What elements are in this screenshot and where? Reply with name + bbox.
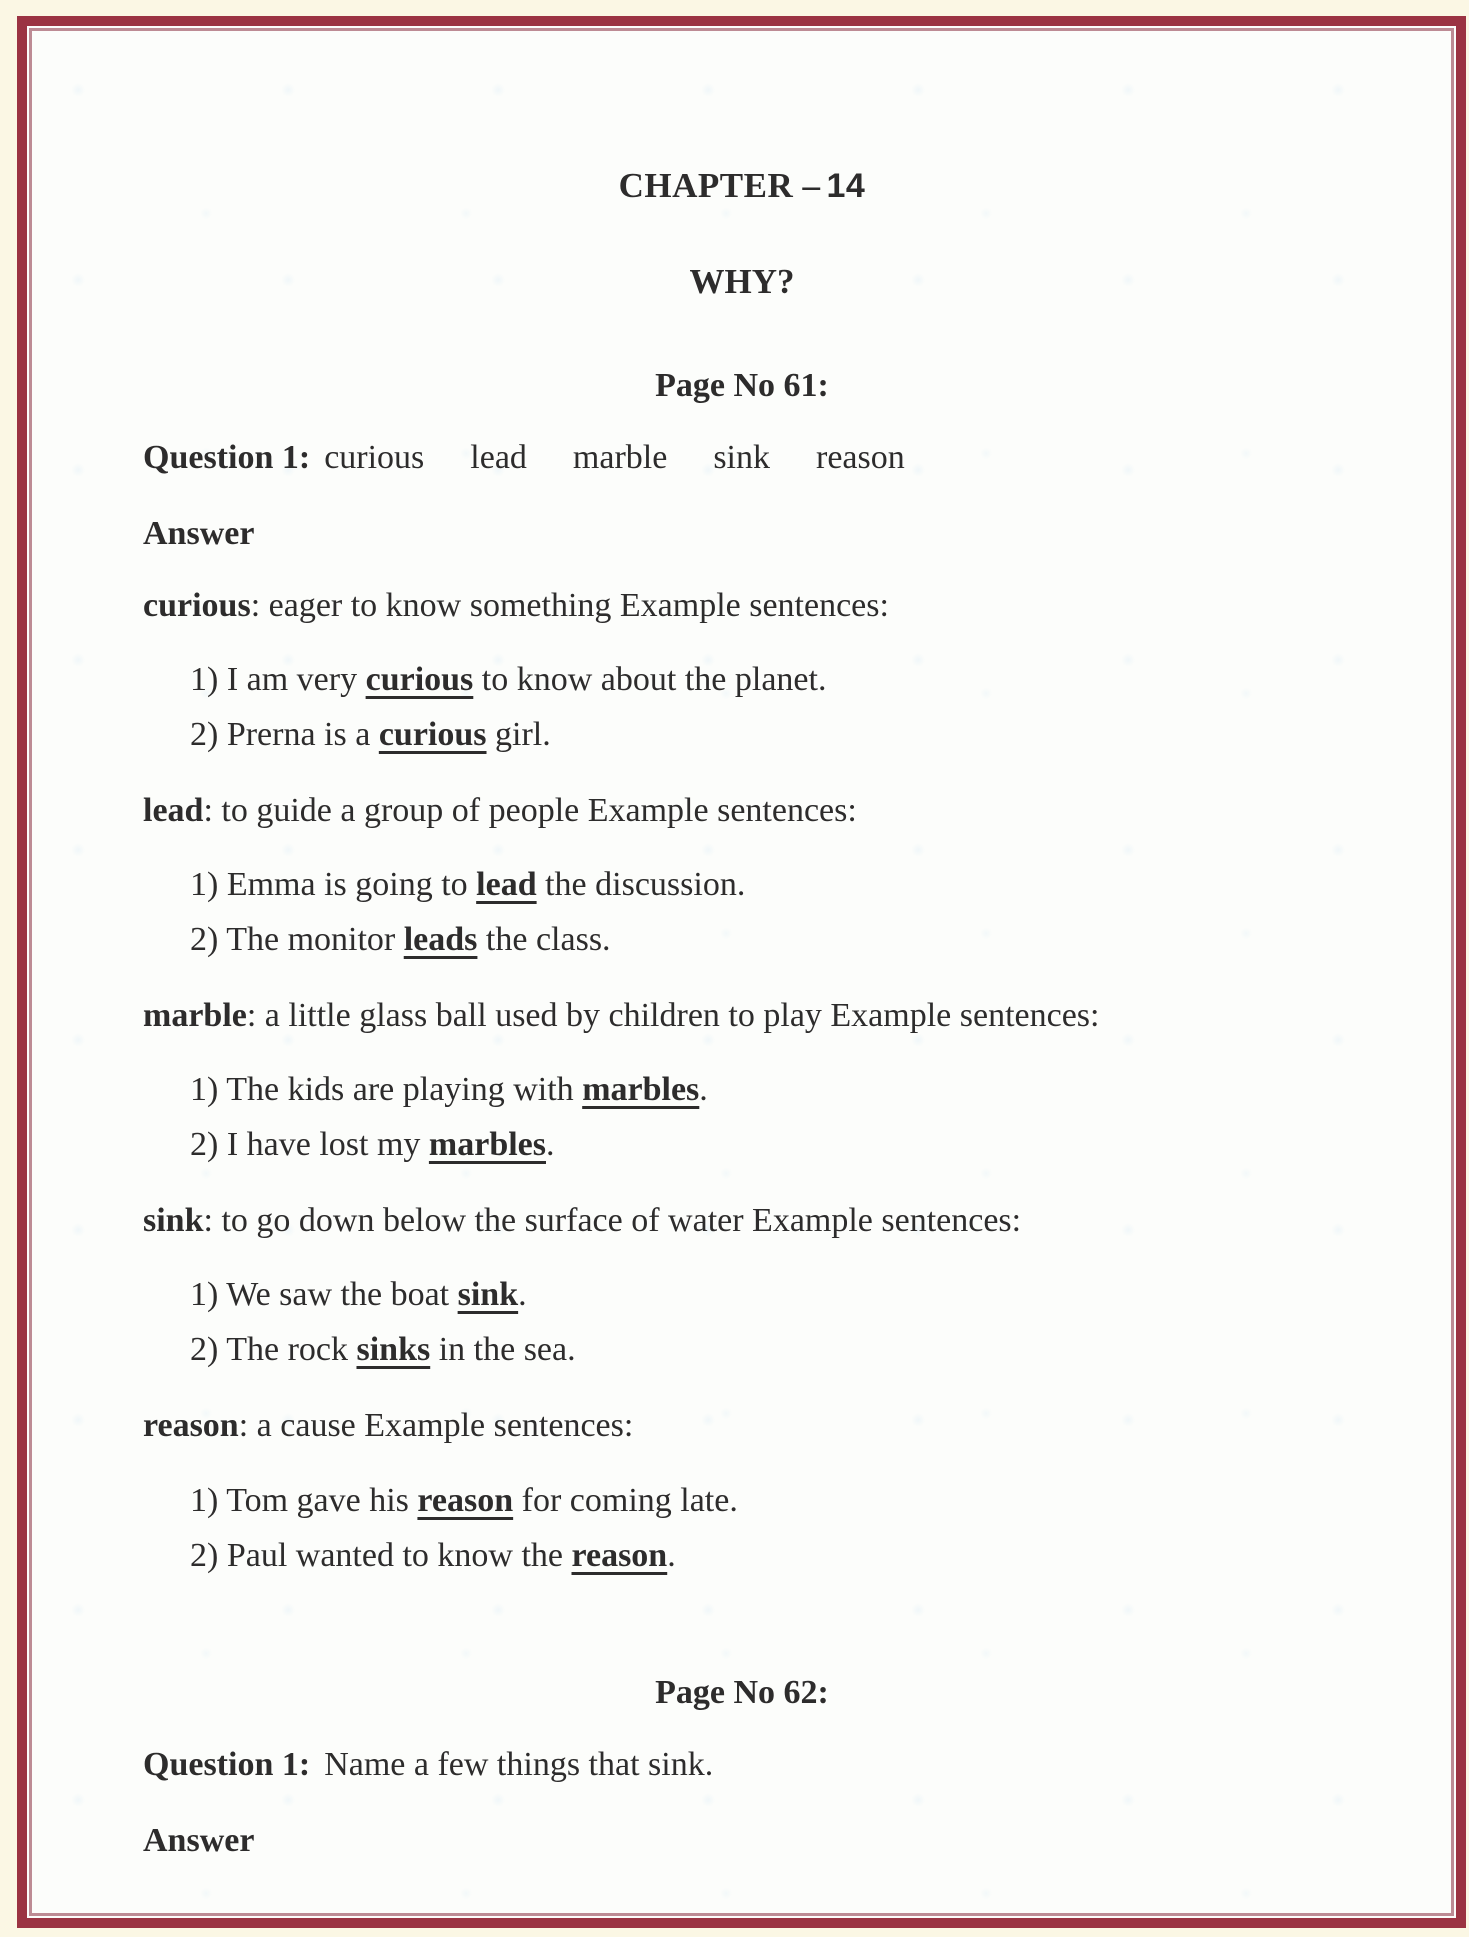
highlighted-term: leads (403, 920, 478, 958)
chapter-title: WHY? (689, 261, 795, 301)
sentence-text: the discussion. (536, 865, 746, 903)
question-word: marble (572, 439, 668, 477)
example-sentences (143, 652, 1341, 762)
question-word: curious (324, 439, 425, 477)
highlighted-term: sink (457, 1276, 519, 1314)
page61-heading: Page No 61: (655, 367, 829, 404)
highlighted-term: reason (417, 1481, 514, 1519)
highlighted-term: sinks (356, 1331, 431, 1369)
definition-word: lead (143, 791, 204, 829)
example-sentences (143, 1267, 1341, 1377)
example-sentence (190, 1267, 1341, 1322)
definition-line (143, 789, 1341, 833)
example-sentence (190, 1117, 1341, 1172)
example-sentence (190, 1322, 1341, 1377)
page62-answer-label: Answer (143, 1821, 255, 1859)
sentence-text: . (699, 1071, 708, 1109)
sentence-text: 1) The kids are playing with (190, 1071, 583, 1109)
definition-text: : eager to know something Example sentences: (250, 586, 889, 624)
definition-block (143, 1404, 1341, 1582)
example-sentence (190, 1528, 1341, 1583)
definition-word: curious (143, 586, 251, 624)
question-word-list (324, 439, 905, 476)
definition-text: : a cause Example sentences: (238, 1407, 634, 1445)
sentence-text: 1) Tom gave his (190, 1481, 418, 1519)
page62-question-line (143, 1743, 1341, 1787)
definition-block (143, 994, 1341, 1172)
example-sentence (190, 1473, 1341, 1528)
page61-answer-label: Answer (143, 515, 255, 553)
page61-question-label: Question 1: (143, 439, 311, 477)
highlighted-term: curious (365, 660, 474, 698)
definition-word: marble (143, 996, 247, 1034)
page62-question-label: Question 1: (143, 1745, 311, 1783)
sentence-text: to know about the planet. (473, 660, 827, 698)
example-sentences (143, 1473, 1341, 1583)
example-sentences (143, 857, 1341, 967)
sentence-text: girl. (486, 715, 551, 753)
definition-line (143, 1404, 1341, 1448)
highlighted-term: marbles (428, 1126, 546, 1164)
highlighted-term: marbles (582, 1071, 700, 1109)
document-border-outer (17, 16, 1466, 1928)
chapter-heading (143, 163, 1341, 209)
definition-line (143, 1199, 1341, 1243)
sentence-text: 2) The monitor (190, 920, 404, 958)
sentence-text: for coming late. (513, 1481, 738, 1519)
definition-line (143, 994, 1341, 1038)
sentence-text: . (667, 1536, 676, 1574)
sentence-text: the class. (477, 920, 611, 958)
definition-text: : to go down below the surface of water Example sentences: (203, 1202, 1022, 1240)
example-sentence (190, 652, 1341, 707)
sentence-text: . (518, 1276, 527, 1314)
sentence-text: in the sea. (430, 1331, 576, 1369)
question-word: lead (470, 439, 527, 477)
highlighted-term: reason (571, 1536, 668, 1574)
definition-line (143, 584, 1341, 628)
definition-word: reason (143, 1407, 239, 1445)
document-content (32, 31, 1451, 1913)
example-sentence (190, 707, 1341, 762)
sentence-text: 2) I have lost my (190, 1126, 429, 1164)
definition-word: sink (143, 1202, 204, 1240)
sentence-text: 2) Paul wanted to know the (190, 1536, 572, 1574)
page62-question-text: Name a few things that sink. (324, 1745, 714, 1783)
example-sentence (190, 1062, 1341, 1117)
example-sentence (190, 912, 1341, 967)
question-word: sink (713, 439, 771, 477)
highlighted-term: curious (378, 715, 487, 753)
sentence-text: 1) Emma is going to (190, 865, 477, 903)
definition-block (143, 584, 1341, 762)
page61-question-line (143, 436, 1341, 480)
sentence-text: 2) Prerna is a (190, 715, 379, 753)
question-word: reason (816, 439, 905, 477)
chapter-prefix: CHAPTER – (618, 166, 821, 205)
definition-block (143, 789, 1341, 967)
page62-heading: Page No 62: (655, 1673, 829, 1711)
document-border-inner (29, 28, 1454, 1916)
highlighted-term: lead (476, 865, 537, 903)
sentence-text: 2) The rock (190, 1331, 357, 1369)
definition-text: : a little glass ball used by children to play Example sentences: (246, 996, 1100, 1034)
sentence-text: . (546, 1126, 555, 1164)
example-sentences (143, 1062, 1341, 1172)
sentence-text: 1) I am very (190, 660, 366, 698)
chapter-number: 14 (826, 167, 866, 205)
definition-block (143, 1199, 1341, 1377)
sentence-text: 1) We saw the boat (190, 1276, 458, 1314)
definitions-list (143, 584, 1341, 1583)
example-sentence (190, 857, 1341, 912)
definition-text: : to guide a group of people Example sentences: (203, 791, 857, 829)
